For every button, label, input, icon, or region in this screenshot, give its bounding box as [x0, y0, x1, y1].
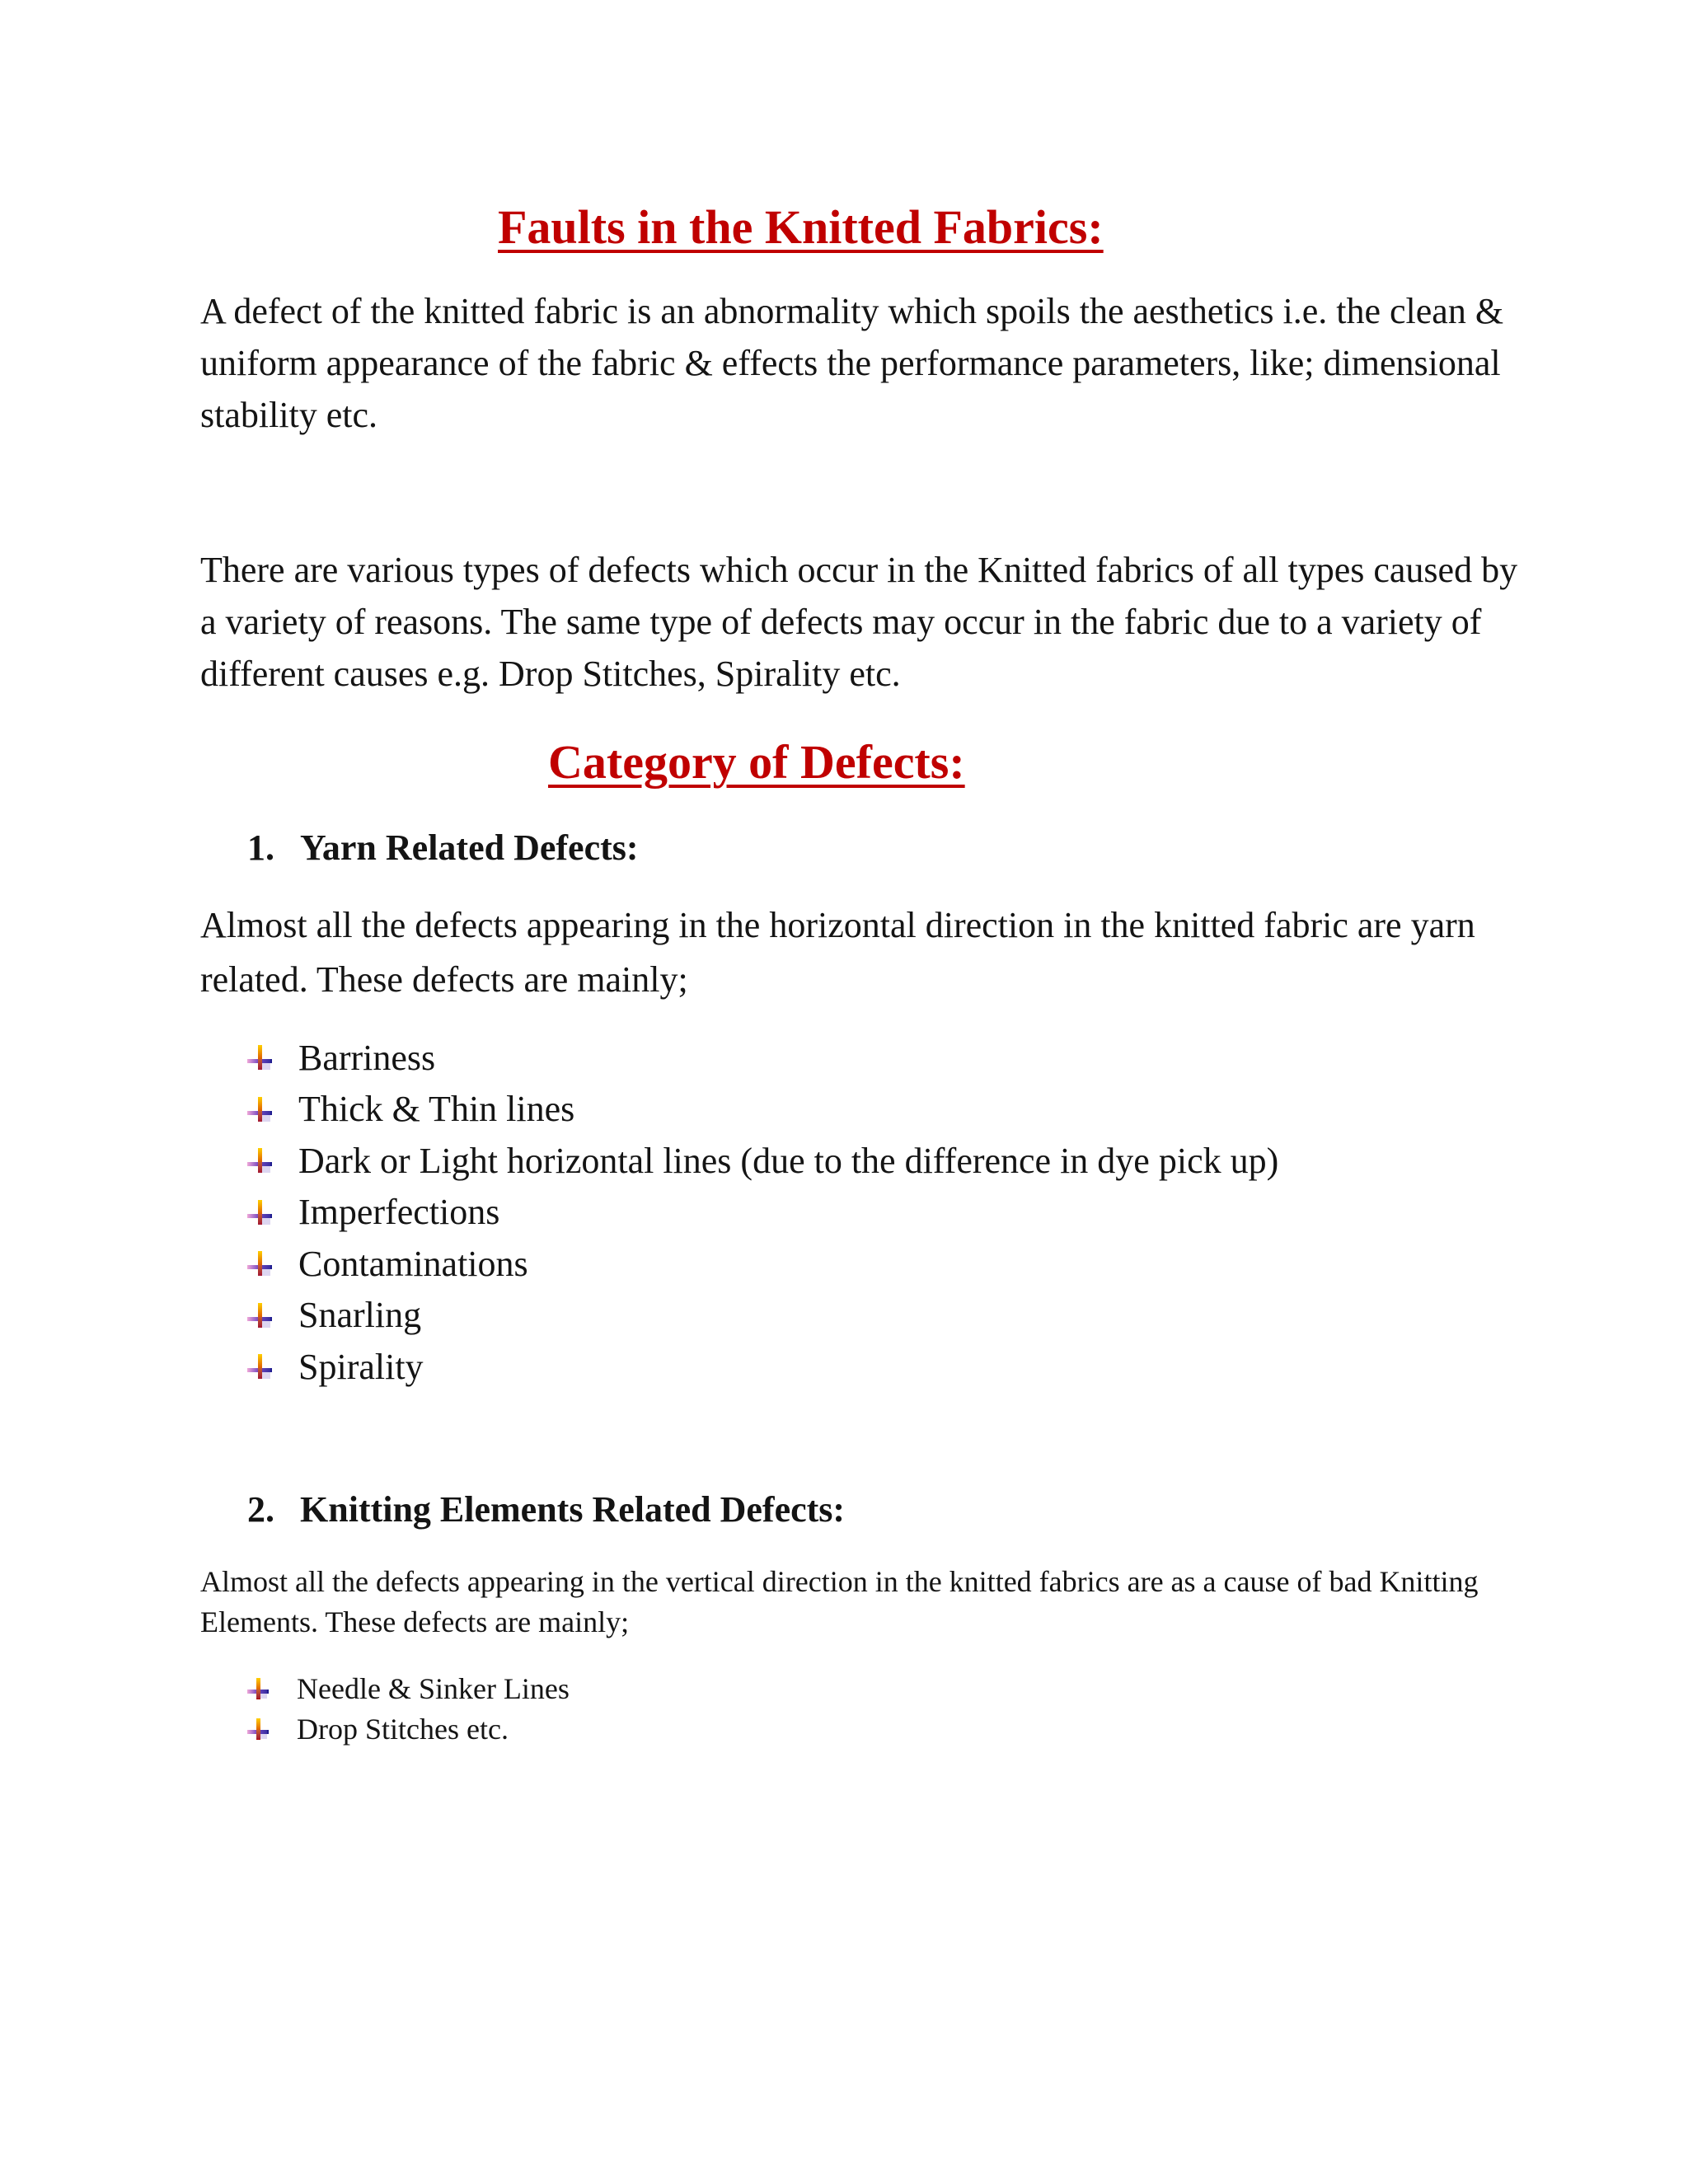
section-heading-yarn — [247, 827, 639, 869]
arrow-cross-bullet-icon — [247, 1678, 269, 1699]
arrow-cross-bullet-icon — [247, 1354, 272, 1379]
intro-paragraph: A defect of the knitted fabric is an abnormality which spoils the aesthetics i.e. the clean & uniform appearance of the fabric & effects the performance parameters, like; dimensional stability etc. — [200, 291, 1504, 435]
list-item-text: Barriness — [298, 1037, 436, 1078]
section-number: 2. — [247, 1489, 274, 1530]
section-title: Knitting Elements Related Defects: — [300, 1489, 846, 1530]
list-item-text: Needle & Sinker Lines — [297, 1671, 570, 1705]
list-item-text: Contaminations — [298, 1243, 528, 1284]
list-item — [247, 1238, 1278, 1290]
list-item — [247, 1084, 1278, 1136]
list-item-text: Drop Stitches etc. — [297, 1712, 509, 1746]
section-heading-knitting-elements — [247, 1488, 845, 1530]
list-item — [247, 1341, 1278, 1393]
yarn-defects-description: Almost all the defects appearing in the horizontal direction in the knitted fabric are yarn related. These defects are mainly; — [200, 905, 1475, 1000]
list-item — [247, 1668, 570, 1708]
list-item — [247, 1032, 1278, 1084]
knitting-defects-description: Almost all the defects appearing in the vertical direction in the knitted fabrics are as a cause of bad Knitting Elements. These defects are mainly; — [200, 1565, 1479, 1638]
list-item — [247, 1187, 1278, 1239]
arrow-cross-bullet-icon — [247, 1251, 272, 1276]
list-item-text: Thick & Thin lines — [298, 1089, 575, 1130]
arrow-cross-bullet-icon — [247, 1097, 272, 1122]
arrow-cross-bullet-icon — [247, 1200, 272, 1225]
list-item — [247, 1708, 570, 1749]
arrow-cross-bullet-icon — [247, 1148, 272, 1173]
list-item-text: Spirality — [298, 1346, 424, 1387]
causes-paragraph: There are various types of defects which occur in the Knitted fabrics of all types caused by a variety of reasons. The same type of defects may occur in the fabric due to a variety of different causes e.g. Drop Stitches, Spirality etc. — [200, 550, 1518, 694]
page-title: Faults in the Knitted Fabrics: — [498, 200, 1104, 254]
arrow-cross-bullet-icon — [247, 1045, 272, 1070]
list-item-text: Snarling — [298, 1295, 422, 1336]
arrow-cross-bullet-icon — [247, 1718, 269, 1740]
section-title: Yarn Related Defects: — [300, 827, 639, 868]
list-item — [247, 1135, 1278, 1187]
list-item-text: Imperfections — [298, 1192, 500, 1233]
arrow-cross-bullet-icon — [247, 1303, 272, 1328]
list-item — [247, 1290, 1278, 1342]
list-item-text: Dark or Light horizontal lines (due to the difference in dye pick up) — [298, 1140, 1279, 1181]
category-heading: Category of Defects: — [548, 735, 965, 789]
section-number: 1. — [247, 827, 274, 868]
yarn-defects-list — [247, 1032, 1278, 1393]
knitting-defects-list — [247, 1668, 570, 1749]
